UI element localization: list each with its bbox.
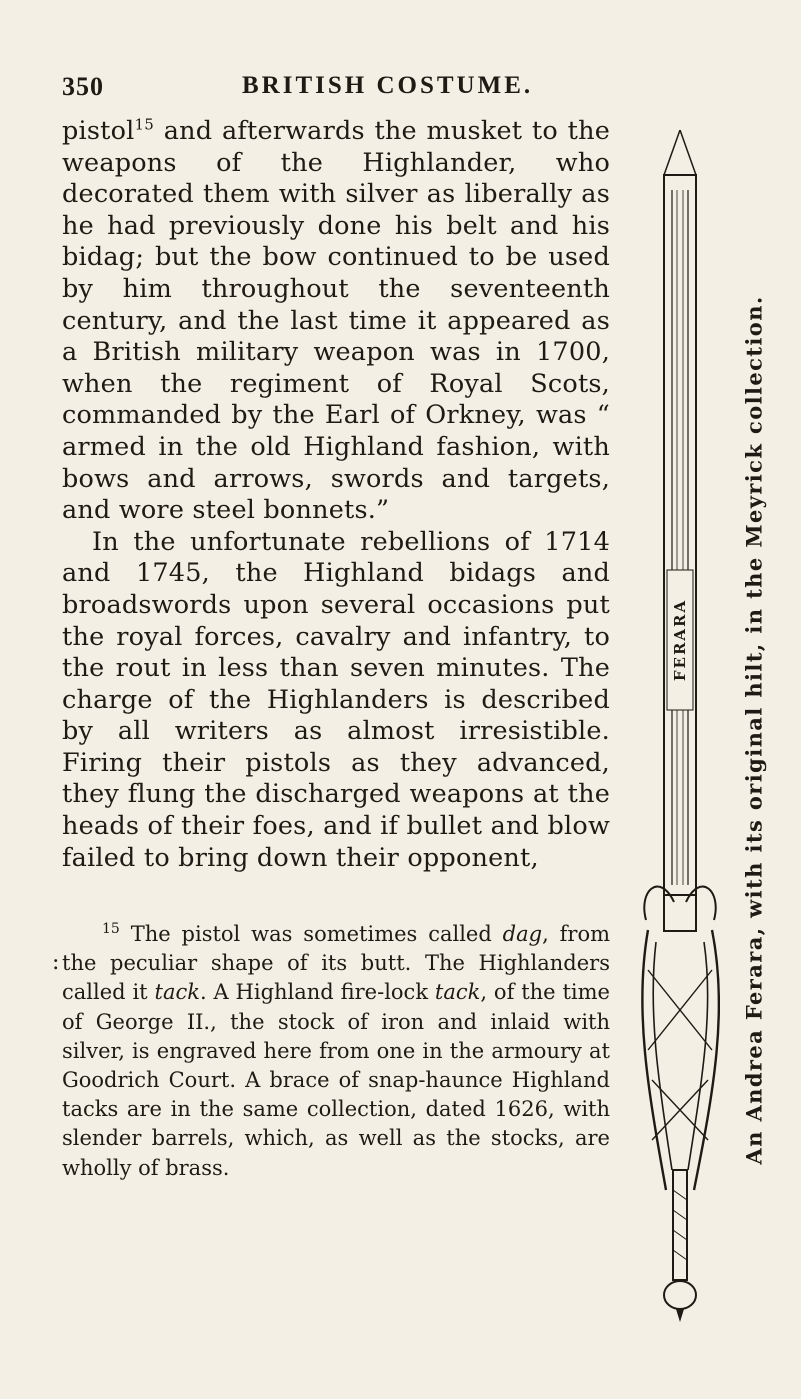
footnote-reference: 15: [134, 115, 155, 134]
footnote-part-3: . A Highland fire-lock: [199, 980, 435, 1005]
hilt-basket-inner: [653, 942, 708, 1170]
italic-tack-2: tack: [434, 980, 481, 1005]
figure-caption-area: [724, 130, 784, 1330]
figure-caption: An Andrea Ferara, with its original hilt, in the Meyrick collection.: [741, 295, 767, 1165]
page-header: [62, 72, 622, 108]
footnote-number: 15: [102, 921, 120, 937]
footnote-text: [62, 920, 610, 1183]
italic-tack-1: tack: [154, 980, 200, 1005]
sword-illustration: [640, 130, 720, 1330]
footnote-part-2: , from the peculiar shape of its butt. The Highlanders called it: [62, 922, 610, 1005]
page-number: 350: [62, 72, 104, 101]
pommel-button: [676, 1309, 684, 1322]
paragraph-1-start: pistol: [62, 116, 135, 146]
grip-binding: [673, 1190, 687, 1260]
main-text: [62, 116, 610, 874]
paragraph-1-rest: and afterwards the musket to the weapons of the Highlander, who decorated them with silver as liberally as he had previously done his belt and his bidag; but the bow continued to be used by him throughout the seventeenth century, and the last time it appeared as a British military weapon was in 1700, when the regiment of Royal Scots, commanded by the Earl of Orkney, was “ armed in the old Highland fashion, with bows and arrows, swords and targets, and wore steel bonnets.”: [62, 116, 610, 526]
pommel: [664, 1281, 696, 1309]
margin-mark: :: [52, 950, 60, 975]
hilt-quillons: [644, 887, 715, 920]
hilt-ricasso: [664, 895, 696, 931]
italic-dag: dag: [502, 922, 543, 946]
blade-inscription: FERARA: [671, 598, 689, 682]
blade-point: [664, 130, 696, 175]
grip: [673, 1170, 687, 1280]
sword-drawing: [640, 130, 720, 1330]
running-head: BRITISH COSTUME.: [242, 72, 534, 99]
paragraph-1: [62, 116, 610, 527]
footnote-part-1: The pistol was sometimes called: [119, 922, 503, 946]
footnote-part-4: , of the time of George II., the stock of iron and inlaid with silver, is engraved here from one in the armoury at Goodrich Court. A brace of snap-haunce Highland tacks are in the same collection, dated 1626, with slender barrels, which, as well as the stocks, are wholly of brass.: [62, 980, 610, 1180]
hilt-basket-bars: [648, 970, 712, 1140]
paragraph-2: In the unfortunate rebellions of 1714 and 1745, the Highland bidags and broadswords upon several occasions put the royal forces, cavalry and infantry, to the rout in less than seven minutes. The charge of the Highlanders is described by all writers as almost irresistible. Firing their pistols as they advanced, they flung the discharged weapons at the heads of their foes, and if bullet and blow failed to bring down their opponent,: [62, 526, 610, 873]
footnote: [52, 920, 610, 1183]
blade: [664, 175, 696, 895]
